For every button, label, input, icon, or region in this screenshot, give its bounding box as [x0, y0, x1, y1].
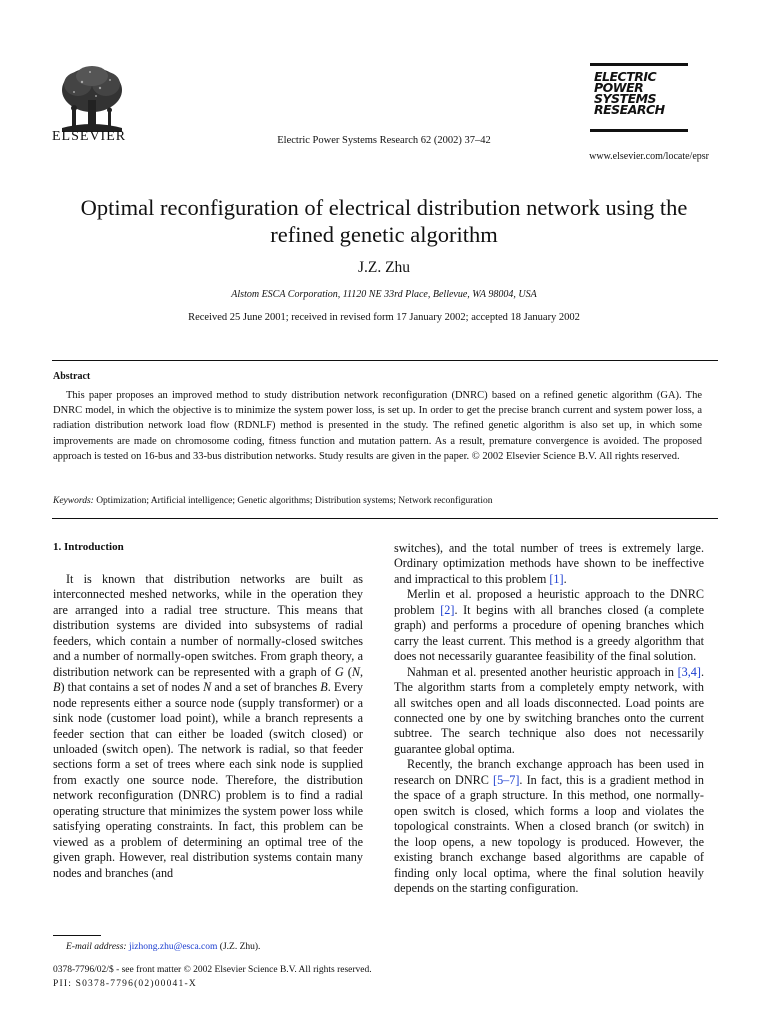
journal-url-link[interactable]: www.elsevier.com/locate/epsr: [589, 151, 709, 162]
divider-top: [52, 360, 718, 361]
email-suffix: (J.Z. Zhu).: [217, 942, 261, 952]
intro-paragraph-continued: [394, 541, 704, 587]
citation-link[interactable]: [1]: [549, 571, 564, 586]
text-run: . Every node represents either a source node (supply transformer) or a sink node (customer load point), while a branch represents a feeder section that can either be loaded (switch closed) or unloaded (switch open). The network is radial, so that feeder sections form a set of trees where each sink node is supplied from exactly one source node. Therefore, the distribution network reconfiguration (DNRC) problem is to find a radial operating structure that minimizes the system power loss while satisfying operating constraints. In fact, this problem can be viewed as a problem of determining an optimal tree of the given graph. However, real distribution systems contain many nodes and branches (and: [53, 680, 363, 880]
received-dates: Received 25 June 2001; received in revised form 17 January 2002; accepted 18 January 2002: [188, 312, 580, 323]
text-run: .: [563, 571, 567, 586]
logo-line-4: RESEARCH: [594, 102, 665, 117]
publisher-name: ELSEVIER: [52, 129, 127, 144]
section-heading: 1. Introduction: [53, 541, 124, 553]
text-run: . In fact, this is a gradient method in the space of a graph structure. In this method, one normally-open switch is closed, which forms a loop and violates the topological constraints. When a closed branch (or switch) in the loop opens, a new topology is produced. However, the existing branch exchange based algorithms are capable of finding only local optima, where the final solution heavily depends on the starting configuration.: [394, 772, 705, 895]
abstract-heading: Abstract: [53, 371, 91, 382]
logo-bar-top: [590, 63, 688, 66]
right-column: [394, 541, 704, 896]
author-email-footnote: [66, 942, 260, 952]
text-run: ) that contains a set of nodes: [60, 680, 204, 695]
citation-link[interactable]: [3,4]: [677, 664, 701, 679]
citation-link[interactable]: [5–7]: [493, 772, 520, 787]
intro-paragraph-4: [394, 757, 704, 896]
journal-citation: Electric Power Systems Research 62 (2002) 37–42: [277, 135, 491, 146]
logo-line-3: SYSTEMS: [594, 91, 657, 106]
text-run: Merlin et al. proposed a heuristic approach to the DNRC problem: [394, 587, 704, 617]
logo-line-2: POWER: [594, 80, 644, 95]
abstract-text: This paper proposes an improved method to study distribution network reconfiguration (DNRC) based on a refined genetic algorithm (GA). The DNRC model, in which the objective is to minimize the system power loss, is set up. In order to get the precise branch current and system power loss, a radiation distribution network load flow (RDNLF) method is presented in the study. The refined genetic algorithm is also set up, in which some improvements are made on chromosome coding, fitness function and mutation pattern. As a result, premature convergence is avoided. The proposed approach is tested on 16-bus and 33-bus distribution networks. Study results are given in the paper. © 2002 Elsevier Science B.V. All rights reserved.: [53, 390, 702, 462]
math-symbol: B: [53, 680, 61, 695]
intro-paragraph-3: [394, 665, 704, 758]
logo-bar-bottom: [590, 129, 688, 132]
author-affiliation: Alstom ESCA Corporation, 11120 NE 33rd Place, Bellevue, WA 98004, USA: [231, 289, 537, 300]
intro-paragraph-2: [394, 587, 704, 664]
author-name: J.Z. Zhu: [357, 259, 411, 276]
citation-link[interactable]: [2]: [440, 602, 455, 617]
journal-logo: [590, 63, 688, 133]
keywords-line: [53, 496, 492, 506]
text-run: and a set of branches: [211, 680, 321, 695]
pii-line: PII: S0378-7796(02)00041-X: [53, 979, 197, 989]
math-symbol: N: [351, 664, 360, 679]
divider-bottom: [52, 518, 718, 519]
left-column: [53, 572, 363, 881]
logo-line-1: ELECTRIC: [594, 69, 657, 84]
math-symbol: N: [203, 680, 212, 695]
issn-line: 0378-7796/02/$ - see front matter © 2002 Elsevier Science B.V. All rights reserved.: [53, 965, 372, 975]
text-run: Nahman et al. presented another heuristic approach in: [407, 664, 678, 679]
title-line-1: Optimal reconfiguration of electrical distribution network using the: [80, 195, 688, 220]
text-run: ,: [359, 664, 364, 679]
intro-paragraph-1: [53, 572, 363, 881]
math-symbol: B: [320, 680, 328, 695]
text-run: switches), and the total number of trees is extremely large. Ordinary optimization methods have shown to be ineffective and impractical to this problem: [394, 541, 704, 586]
email-link[interactable]: jizhong.zhu@esca.com: [128, 942, 218, 952]
footnote-divider: [53, 935, 101, 936]
email-label: E-mail address:: [66, 942, 127, 952]
text-run: (: [343, 664, 352, 679]
keywords-label: Keywords:: [53, 496, 94, 506]
article-title: [40, 194, 728, 248]
text-run: It is known that distribution networks are built as interconnected meshed networks, while in the operation they are arranged into a radial tree structure. This means that distribution systems are divided into subsystems of radial feeders, which contain a number of normally-closed switches and a number of normally-open switches. From graph theory, a distribution network can be represented with a graph of: [53, 572, 363, 679]
title-line-2: refined genetic algorithm: [270, 222, 498, 247]
journal-logo-text: [594, 71, 665, 115]
math-symbol: G: [334, 664, 344, 679]
keywords-list: Optimization; Artificial intelligence; Genetic algorithms; Distribution systems; Network reconfiguration: [96, 496, 493, 506]
text-run: . The algorithm starts from a completely empty network, with all switches open and all loads disconnected. Load points are connected one by one by switching branches onto the current subtree. The search technique also does not necessarily guarantee global optima.: [394, 664, 704, 756]
text-run: . It begins with all branches closed (a complete graph) and performs a procedure of opening branches which carry the least current. This method is a greedy algorithm that does not necessarily guarantee feasibility of the final solution.: [394, 602, 704, 664]
text-run: Recently, the branch exchange approach has been used in research on DNRC: [394, 757, 704, 787]
